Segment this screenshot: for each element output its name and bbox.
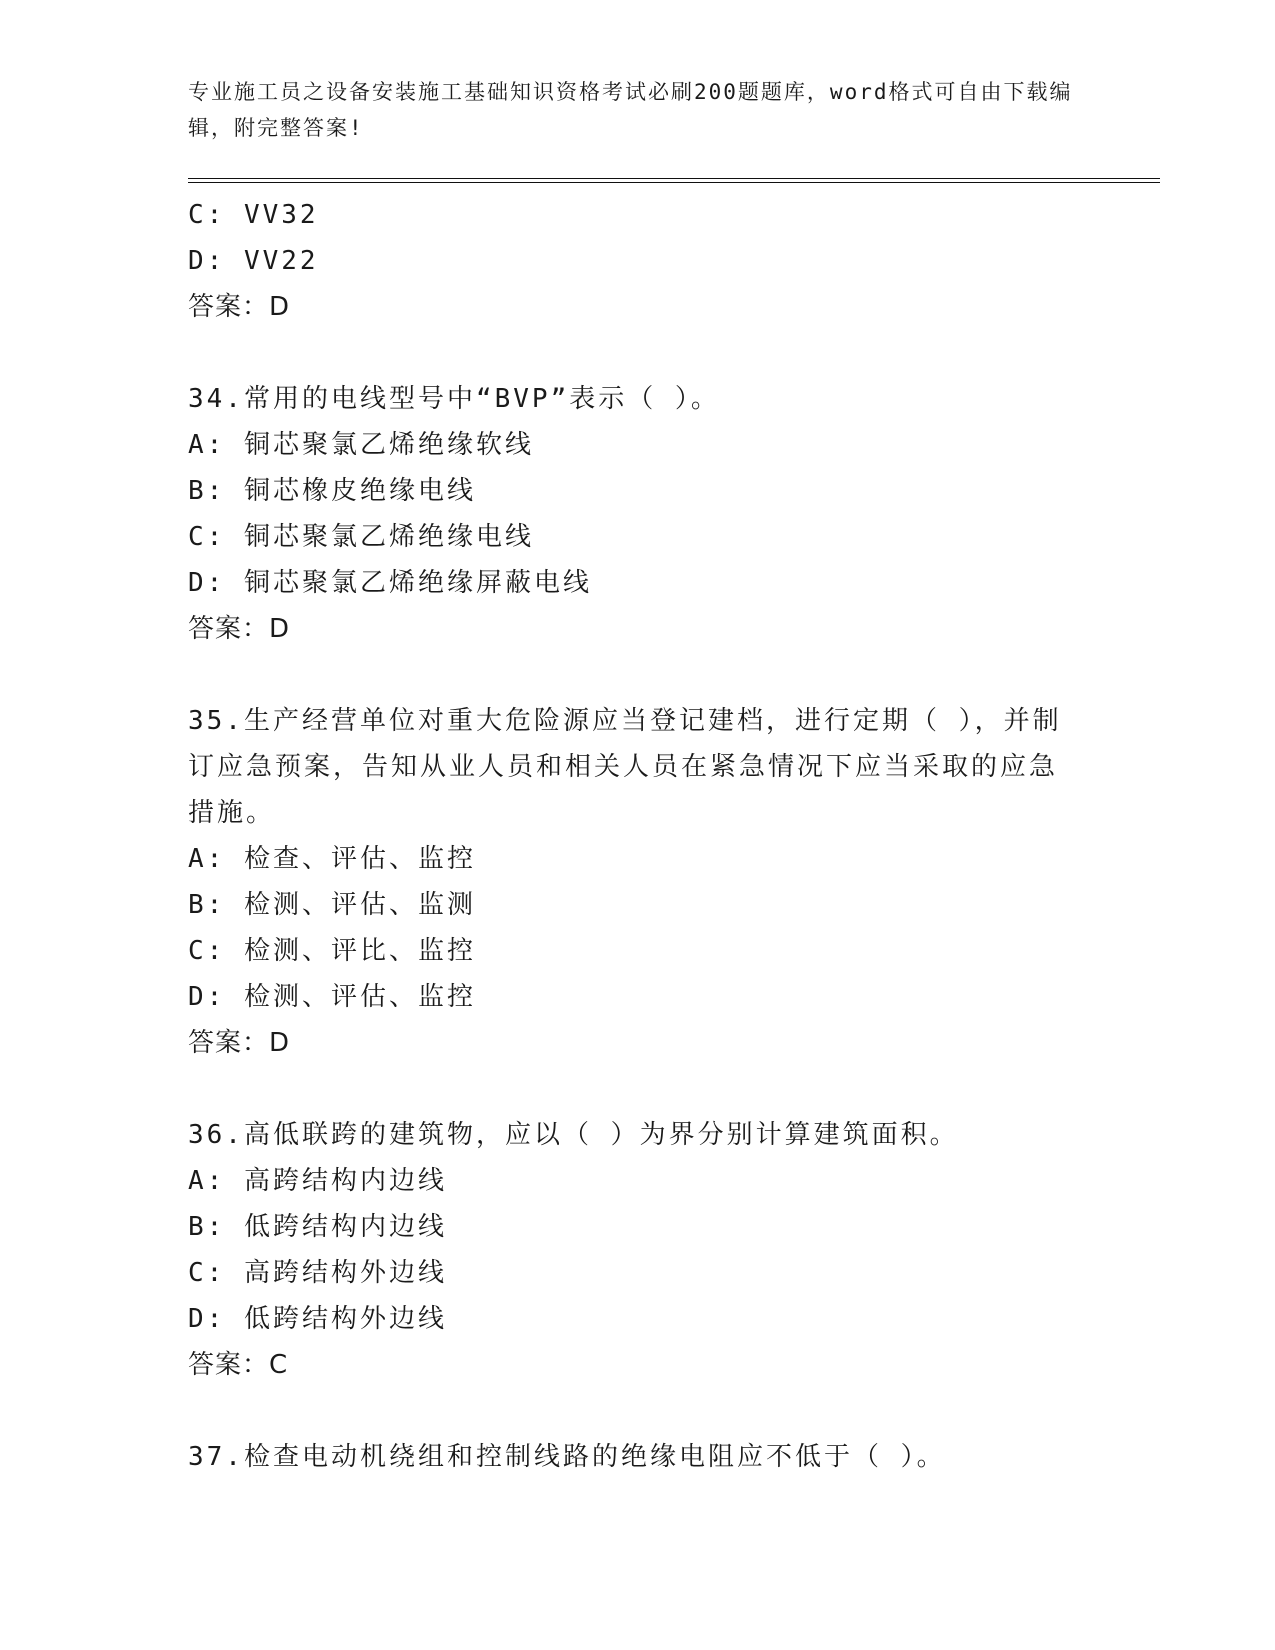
option-b: B: 检测、评估、监测 bbox=[188, 890, 476, 920]
option-c: C: 检测、评比、监控 bbox=[188, 936, 476, 966]
header-rule-bottom bbox=[188, 182, 1160, 183]
answer-line: 答案：D bbox=[188, 292, 291, 322]
option-a: A: 检查、评估、监控 bbox=[188, 844, 476, 874]
option-c: C: 高跨结构外边线 bbox=[188, 1258, 447, 1288]
answer-line: 答案：D bbox=[188, 1028, 291, 1058]
option-b: B: 铜芯橡皮绝缘电线 bbox=[188, 476, 476, 506]
option-b: B: 低跨结构内边线 bbox=[188, 1212, 447, 1242]
option-a: A: 高跨结构内边线 bbox=[188, 1166, 447, 1196]
option-c: C: VV32 bbox=[188, 200, 319, 230]
question-text: 37.检查电动机绕组和控制线路的绝缘电阻应不低于（ ）。 bbox=[188, 1442, 946, 1472]
option-a: A: 铜芯聚氯乙烯绝缘软线 bbox=[188, 430, 534, 460]
option-d: D: 铜芯聚氯乙烯绝缘屏蔽电线 bbox=[188, 568, 592, 598]
question-34 bbox=[188, 376, 1088, 652]
question-text: 34.常用的电线型号中“BVP”表示（ ）。 bbox=[188, 384, 720, 414]
question-text: 35.生产经营单位对重大危险源应当登记建档，进行定期（ ），并制订应急预案，告知从业人员和相关人员在紧急情况下应当采取的应急措施。 bbox=[188, 706, 1062, 828]
option-d: D: 低跨结构外边线 bbox=[188, 1304, 447, 1334]
question-37 bbox=[188, 1434, 1088, 1480]
option-c: C: 铜芯聚氯乙烯绝缘电线 bbox=[188, 522, 534, 552]
answer-line: 答案：D bbox=[188, 614, 291, 644]
question-35 bbox=[188, 698, 1088, 1066]
question-text: 36.高低联跨的建筑物，应以（ ）为界分别计算建筑面积。 bbox=[188, 1120, 959, 1150]
question-36 bbox=[188, 1112, 1088, 1388]
header-rule-top bbox=[188, 178, 1160, 179]
question-content bbox=[188, 192, 1088, 1480]
option-d: D: 检测、评估、监控 bbox=[188, 982, 476, 1012]
option-d: D: VV22 bbox=[188, 246, 319, 276]
answer-line: 答案：C bbox=[188, 1350, 289, 1380]
document-header: 专业施工员之设备安装施工基础知识资格考试必刷200题题库，word格式可自由下载编辑，附完整答案! bbox=[188, 80, 1073, 140]
